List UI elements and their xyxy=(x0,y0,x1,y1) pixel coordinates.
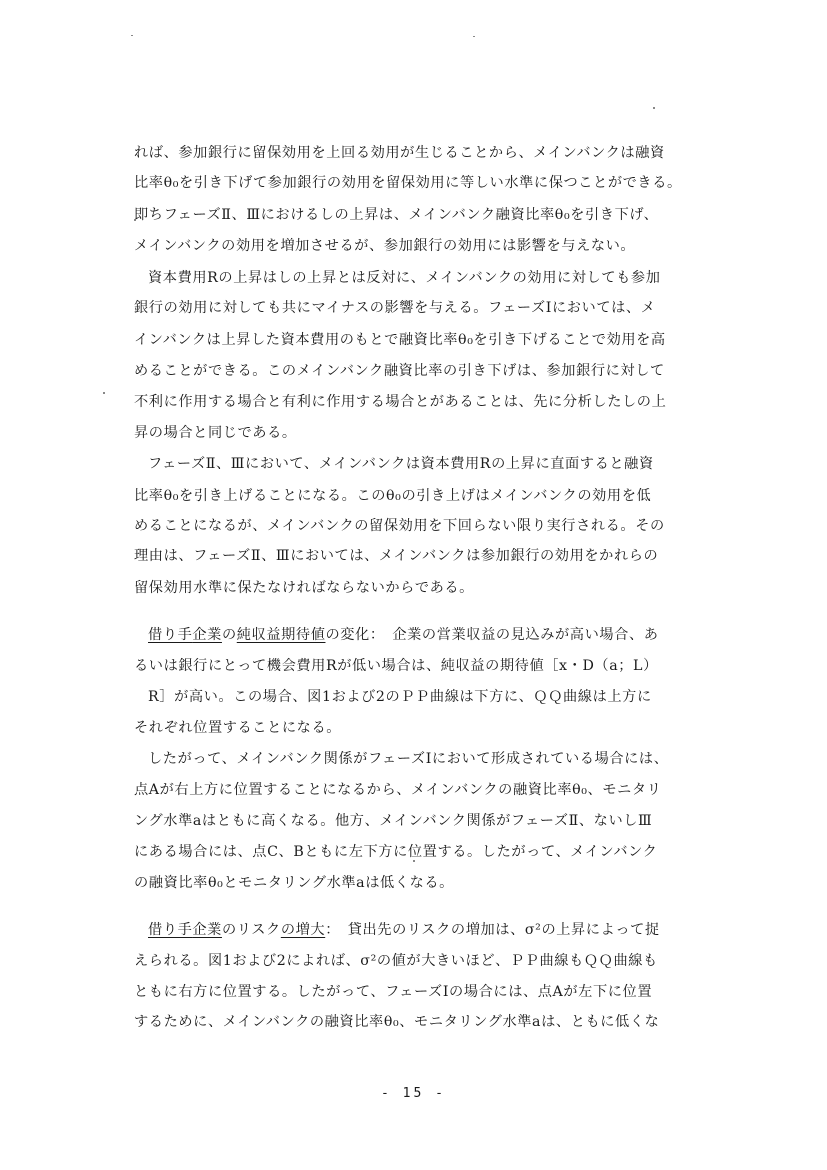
scan-speck xyxy=(103,392,105,394)
heading-plain: ： xyxy=(325,922,333,938)
text-line: したがって、メインバンク関係がフェーズⅠにおいて形成されている場合には、 xyxy=(148,751,669,767)
section-heading-line xyxy=(148,920,660,940)
text-line: それぞれ位置することになる。 xyxy=(134,720,342,736)
page-number: - 15 - xyxy=(381,1086,446,1101)
heading-plain: のリスク xyxy=(221,922,281,938)
heading-underlined: 企業 xyxy=(192,627,222,643)
text-line: 点Aが右上方に位置することになるから、メインバンクの融資比率θ₀、モニタリ xyxy=(134,782,662,798)
text-run: 企業の営業収益の見込みが高い場合、あ xyxy=(392,627,659,643)
text-line: 比率θ₀を引き下げて参加銀行の効用を留保効用に等しい水準に保つことができる。 xyxy=(134,175,682,191)
text-line: 銀行の効用に対しても共にマイナスの影響を与える。フェーズⅠにおいては、メ xyxy=(134,300,656,316)
heading-underlined: 企業 xyxy=(192,922,222,938)
heading-plain: の変化： xyxy=(325,627,378,643)
text-line: にある場合には、点C、Bともに左下方に位置する。したがって、メインバンク xyxy=(134,844,658,860)
text-line: ング水準aはともに高くなる。他方、メインバンク関係がフェーズⅡ、ないしⅢ xyxy=(134,813,653,829)
text-line: インバンクは上昇した資本費用のもとで融資比率θ₀を引き下げることで効用を高 xyxy=(134,332,666,348)
heading-spacer xyxy=(378,627,393,643)
scan-speck xyxy=(473,36,475,37)
text-line: るいは銀行にとって機会費用Rが低い場合は、純収益の期待値［x・D（a；L） xyxy=(134,658,658,674)
text-line: 即ちフェーズⅡ、Ⅲにおけるしの上昇は、メインバンク融資比率θ₀を引き下げ、 xyxy=(134,207,659,223)
text-line: 比率θ₀を引き上げることになる。このθ₀の引き上げはメインバンクの効用を低 xyxy=(134,488,652,504)
text-line: えられる。図1および2によれば、σ²の値が大きいほど、ＰＰ曲線もＱＱ曲線も xyxy=(134,953,658,969)
heading-plain: の xyxy=(221,627,237,643)
text-line: 不利に作用する場合と有利に作用する場合とがあることは、先に分析したしの上 xyxy=(134,394,667,410)
heading-underlined: 借り手 xyxy=(148,627,193,643)
text-line: れば、参加銀行に留保効用を上回る効用が生じることから、メインバンクは融資 xyxy=(134,145,665,161)
heading-underlined: 純収益期待値 xyxy=(236,627,326,643)
heading-underlined: 借り手 xyxy=(148,922,193,938)
text-line: メインバンクの効用を増加させるが、参加銀行の効用には影響を与えない。 xyxy=(134,238,636,254)
text-line: R］が高い。この場合、図1および2のＰＰ曲線は下方に、ＱＱ曲線は上方に xyxy=(148,689,652,705)
text-line: 理由は、フェーズⅡ、Ⅲにおいては、メインバンクは参加銀行の効用をかれらの xyxy=(134,548,659,564)
text-line: めることになるが、メインバンクの留保効用を下回らない限り実行される。その xyxy=(134,518,665,534)
heading-underlined: の増大 xyxy=(280,922,326,938)
scan-speck xyxy=(131,35,133,36)
text-line: するために、メインバンクの融資比率θ₀、モニタリング水準aは、ともに低くな xyxy=(134,1014,660,1030)
text-line: めることができる。このメインバンク融資比率の引き下げは、参加銀行に対して xyxy=(134,363,665,379)
text-line: ともに右方に位置する。したがって、フェーズⅠの場合には、点Aが左下に位置 xyxy=(134,984,653,1000)
text-line: 資本費用Rの上昇はしの上昇とは反対に、メインバンクの効用に対しても参加 xyxy=(148,270,661,286)
text-line: 昇の場合と同じである。 xyxy=(134,425,297,441)
text-run: 貸出先のリスクの増加は、σ²の上昇によって捉 xyxy=(347,922,660,938)
text-line: フェーズⅡ、Ⅲにおいて、メインバンクは資本費用Rの上昇に直面すると融資 xyxy=(148,456,654,472)
text-line: 留保効用水準に保たなければならないからである。 xyxy=(134,580,474,596)
heading-spacer xyxy=(333,922,348,938)
scan-speck xyxy=(653,107,655,109)
text-line: の融資比率θ₀とモニタリング水準aは低くなる。 xyxy=(134,875,454,891)
section-heading-line xyxy=(148,625,659,645)
